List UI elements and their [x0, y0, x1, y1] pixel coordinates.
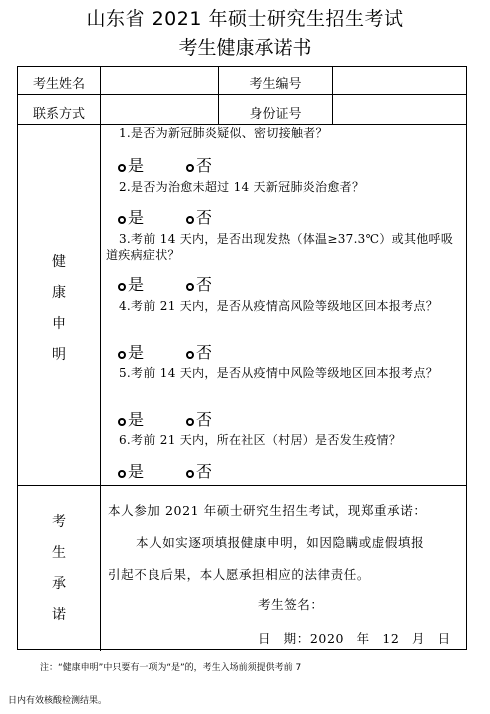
- footnote-line-2: 日内有效核酸检测结果。: [8, 696, 108, 706]
- radio-icon: [118, 283, 126, 291]
- id-label: 身份证号: [249, 107, 302, 122]
- number-field[interactable]: [333, 67, 466, 93]
- column-divider: [100, 67, 101, 651]
- radio-icon: [118, 216, 126, 224]
- health-char: 申: [52, 316, 66, 332]
- health-char: 明: [52, 347, 66, 363]
- q3-yes-option[interactable]: 是: [118, 272, 144, 295]
- pledge-line-3: 引起不良后果，本人愿承担相应的法律责任。: [108, 567, 371, 582]
- pledge-form-table: [17, 66, 467, 650]
- q5-no-option[interactable]: 否: [186, 407, 212, 430]
- pledge-char: 诺: [52, 607, 66, 623]
- candidate-pledge-label: [18, 507, 100, 631]
- health-char: 康: [52, 285, 66, 301]
- radio-icon: [186, 470, 194, 478]
- radio-icon: [118, 470, 126, 478]
- radio-icon: [118, 351, 126, 359]
- question-4: 4.考前 21 天内，是否从疫情高风险等级地区回本报考点？: [119, 299, 439, 313]
- question-3: 3.考前 14 天内，是否出现发热（体温≥37.3℃）或其他呼吸道疾病症状？: [106, 232, 454, 262]
- page-title: 山东省 2021 年硕士研究生招生考试: [86, 8, 404, 30]
- contact-field[interactable]: [101, 95, 217, 123]
- row-divider: [18, 485, 466, 486]
- question-2: 2.是否为治愈未超过 14 天新冠肺炎治愈者？: [119, 180, 365, 194]
- contact-label: 联系方式: [32, 107, 85, 122]
- q1-no-option[interactable]: 否: [186, 153, 212, 176]
- question-5: 5.考前 14 天内，是否从疫情中风险等级地区回本报考点？: [119, 366, 439, 380]
- q3-no-option[interactable]: 否: [186, 272, 212, 295]
- pledge-char: 生: [52, 545, 66, 561]
- signature-label: 考生签名：: [258, 597, 324, 612]
- radio-icon: [118, 164, 126, 172]
- name-label: 考生姓名: [32, 77, 85, 92]
- pledge-char: 承: [52, 576, 66, 592]
- radio-icon: [186, 283, 194, 291]
- radio-icon: [186, 164, 194, 172]
- radio-icon: [186, 351, 194, 359]
- signature-field[interactable]: [323, 591, 453, 611]
- q2-yes-option[interactable]: 是: [118, 205, 144, 228]
- radio-icon: [118, 418, 126, 426]
- footnote-line-1: 注：“健康申明”中只要有一项为“是”的，考生入场前须提供考前 7: [40, 663, 302, 673]
- q6-no-option[interactable]: 否: [186, 459, 212, 482]
- q4-no-option[interactable]: 否: [186, 340, 212, 363]
- number-label: 考生编号: [249, 77, 302, 92]
- health-declaration-label: [18, 247, 100, 371]
- pledge-line-2: 本人如实逐项填报健康申明，如因隐瞒或虚假填报: [136, 535, 425, 550]
- radio-icon: [186, 216, 194, 224]
- question-1: 1.是否为新冠肺炎疑似、密切接触者？: [119, 126, 328, 140]
- pledge-char: 考: [52, 514, 66, 530]
- q6-yes-option[interactable]: 是: [118, 459, 144, 482]
- radio-icon: [186, 418, 194, 426]
- q2-no-option[interactable]: 否: [186, 205, 212, 228]
- date-line: 日 期：2020 年 12 月 日: [258, 631, 451, 646]
- page-subtitle: 考生健康承诺书: [178, 37, 312, 59]
- health-char: 健: [52, 254, 66, 270]
- q1-yes-option[interactable]: 是: [118, 153, 144, 176]
- id-field[interactable]: [333, 95, 466, 123]
- name-field[interactable]: [101, 67, 217, 93]
- q4-yes-option[interactable]: 是: [118, 340, 144, 363]
- question-6: 6.考前 21 天内，所在社区（村居）是否发生疫情？: [119, 433, 402, 447]
- q5-yes-option[interactable]: 是: [118, 407, 144, 430]
- pledge-line-1: 本人参加 2021 年硕士研究生招生考试，现郑重承诺：: [108, 503, 427, 518]
